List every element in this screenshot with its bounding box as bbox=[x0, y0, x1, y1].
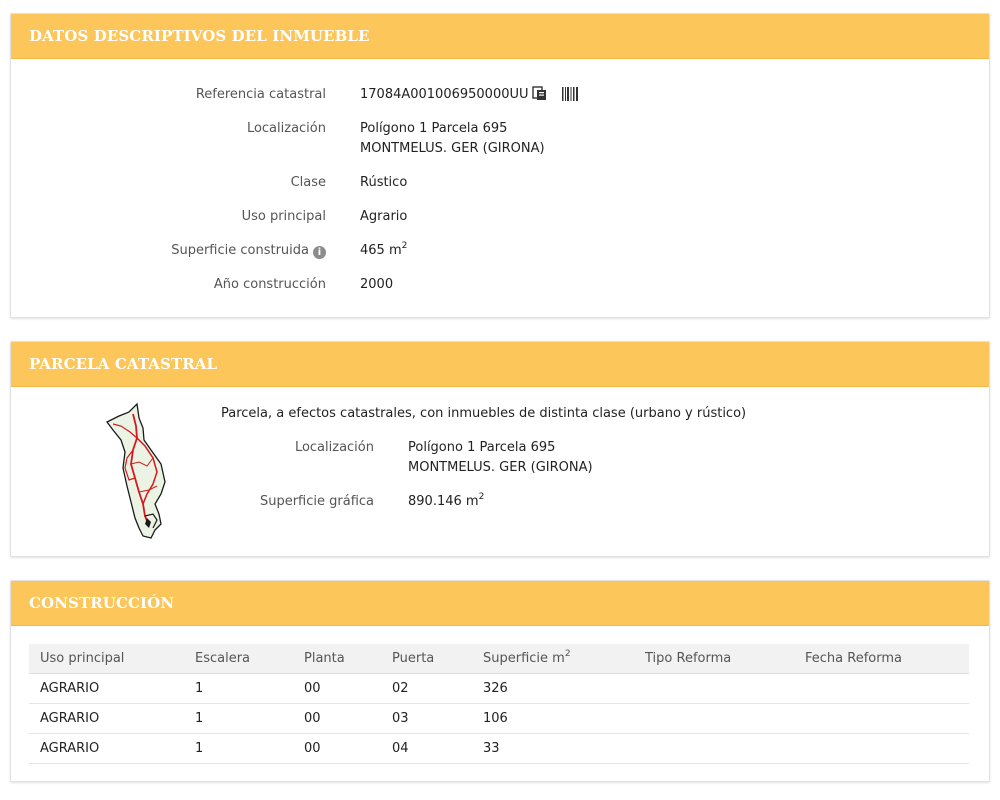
anio-value: 2000 bbox=[360, 277, 394, 292]
cell-planta: 00 bbox=[293, 674, 381, 704]
col-tipo-reforma[interactable]: Tipo Reforma bbox=[634, 644, 794, 674]
cell-superficie: 326 bbox=[472, 674, 634, 704]
cell-fecha-reforma bbox=[794, 704, 969, 734]
superficie-construida-value-row bbox=[360, 241, 407, 261]
localizacion-label: Localización bbox=[246, 121, 326, 136]
cell-tipo-reforma bbox=[634, 674, 794, 704]
uso-value: Agrario bbox=[360, 209, 408, 224]
clase-label: Clase bbox=[290, 175, 326, 190]
localizacion-line2: MONTMELUS. GER (GIRONA) bbox=[360, 141, 545, 156]
cell-planta: 00 bbox=[293, 734, 381, 764]
parcel-map-thumbnail[interactable] bbox=[103, 402, 171, 542]
cell-planta: 00 bbox=[293, 704, 381, 734]
cell-superficie: 106 bbox=[472, 704, 634, 734]
col-uso-principal[interactable]: Uso principal bbox=[29, 644, 184, 674]
table-row bbox=[29, 674, 969, 704]
construccion-panel bbox=[10, 580, 990, 782]
cell-tipo-reforma bbox=[634, 704, 794, 734]
superficie-construida-label: Superficie construida bbox=[171, 243, 309, 258]
cell-uso: AGRARIO bbox=[29, 674, 184, 704]
col-superficie-exponent: 2 bbox=[564, 649, 571, 659]
construccion-table bbox=[29, 644, 969, 764]
col-superficie[interactable] bbox=[472, 644, 634, 674]
parcela-description: Parcela, a efectos catastrales, con inmuebles de distinta clase (urbano y rústico) bbox=[221, 406, 747, 421]
superficie-construida-exponent: 2 bbox=[401, 241, 408, 251]
referencia-label: Referencia catastral bbox=[195, 87, 326, 102]
clase-value: Rústico bbox=[360, 175, 408, 190]
col-superficie-label: Superficie m bbox=[483, 651, 565, 666]
cell-puerta: 02 bbox=[381, 674, 472, 704]
anio-label: Año construcción bbox=[213, 277, 326, 292]
referencia-value[interactable]: 17084A001006950000UU bbox=[360, 87, 529, 102]
datos-descriptivos-title: DATOS DESCRIPTIVOS DEL INMUEBLE bbox=[11, 14, 989, 59]
superficie-construida-row bbox=[171, 243, 326, 259]
cell-uso: AGRARIO bbox=[29, 704, 184, 734]
col-puerta[interactable]: Puerta bbox=[381, 644, 472, 674]
barcode-icon[interactable] bbox=[562, 87, 578, 108]
col-planta[interactable]: Planta bbox=[293, 644, 381, 674]
table-row bbox=[29, 704, 969, 734]
uso-label: Uso principal bbox=[241, 209, 326, 224]
cell-fecha-reforma bbox=[794, 734, 969, 764]
cell-escalera: 1 bbox=[184, 674, 293, 704]
cell-uso: AGRARIO bbox=[29, 734, 184, 764]
cell-puerta: 04 bbox=[381, 734, 472, 764]
cell-superficie: 33 bbox=[472, 734, 634, 764]
parcela-superficie-value-row bbox=[408, 492, 484, 512]
parcela-localizacion-line2: MONTMELUS. GER (GIRONA) bbox=[408, 460, 593, 475]
table-row bbox=[29, 734, 969, 764]
cell-escalera: 1 bbox=[184, 734, 293, 764]
col-fecha-reforma[interactable]: Fecha Reforma bbox=[794, 644, 969, 674]
parcela-superficie-label: Superficie gráfica bbox=[259, 494, 374, 509]
col-escalera[interactable]: Escalera bbox=[184, 644, 293, 674]
cell-escalera: 1 bbox=[184, 704, 293, 734]
parcela-localizacion-label: Localización bbox=[294, 440, 374, 455]
copy-icon[interactable] bbox=[532, 86, 548, 108]
datos-descriptivos-panel bbox=[10, 13, 990, 318]
construccion-title: CONSTRUCCIÓN bbox=[11, 581, 989, 626]
parcela-superficie-value: 890.146 m bbox=[408, 494, 479, 509]
parcela-superficie-exponent: 2 bbox=[478, 492, 485, 502]
superficie-construida-value: 465 m bbox=[360, 243, 402, 258]
parcela-catastral-title: PARCELA CATASTRAL bbox=[11, 342, 989, 387]
cell-tipo-reforma bbox=[634, 734, 794, 764]
localizacion-line1: Polígono 1 Parcela 695 bbox=[360, 121, 508, 136]
cell-fecha-reforma bbox=[794, 674, 969, 704]
info-icon[interactable]: i bbox=[313, 246, 326, 259]
table-header-row bbox=[29, 644, 969, 674]
parcela-localizacion-line1: Polígono 1 Parcela 695 bbox=[408, 440, 556, 455]
cell-puerta: 03 bbox=[381, 704, 472, 734]
parcela-catastral-panel bbox=[10, 341, 990, 557]
referencia-value-row bbox=[360, 85, 578, 108]
